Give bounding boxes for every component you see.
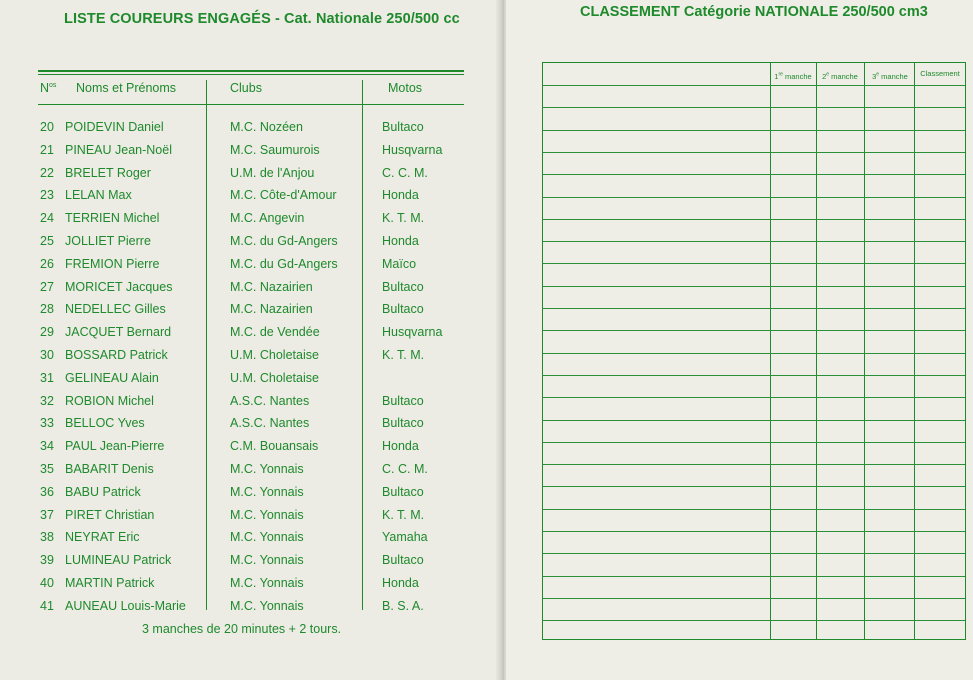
rider-moto: Maïco (382, 256, 417, 271)
rider-club: M.C. Angevin (230, 211, 305, 226)
classification-title: CLASSEMENT Catégorie NATIONALE 250/500 cm3 (580, 4, 928, 20)
classification-table (542, 62, 966, 640)
rider-moto: Honda (382, 439, 419, 454)
table-row-line (543, 308, 965, 309)
table-row (0, 230, 470, 253)
rider-moto: K. T. M. (382, 211, 425, 226)
rider-number: 29 (40, 325, 54, 340)
table-row (0, 344, 470, 367)
table-row (0, 549, 470, 572)
table-row (0, 139, 470, 162)
rider-name: BOSSARD Patrick (65, 348, 168, 362)
rider-club: A.S.C. Nantes (230, 393, 310, 408)
rider-name: MORICET Jacques (65, 279, 173, 294)
rider-name: NEYRAT Eric (65, 530, 140, 545)
rider-moto: C. C. M. (382, 165, 428, 180)
rider-moto: B. S. A. (382, 598, 424, 613)
rider-number: 27 (40, 279, 54, 294)
col-head-name: Noms et Prénoms (76, 81, 177, 95)
col-head-manche-2: 2e manche (822, 71, 858, 81)
table-row (0, 298, 470, 321)
table-row-line (543, 241, 965, 242)
table-row (0, 321, 470, 344)
table-row-line (543, 375, 965, 376)
rider-moto: Yamaha (382, 530, 428, 545)
rider-name: GELINEAU Alain (65, 370, 159, 385)
entry-list-title: LISTE COUREURS ENGAGÉS - Cat. Nationale 250/500 cc (64, 11, 460, 27)
col-head-num: $N^{os}$ (40, 81, 57, 95)
rider-club: A.S.C. Nantes (230, 416, 310, 431)
rider-number: 31 (40, 370, 54, 385)
rider-club: M.C. Yonnais (230, 576, 304, 590)
rider-number: 20 (40, 120, 54, 134)
table-row-line (543, 509, 965, 510)
rider-name: MARTIN Patrick (65, 576, 155, 590)
table-row-line (543, 197, 965, 198)
rider-name: AUNEAU Louis-Marie (65, 598, 186, 613)
table-row-line (543, 464, 965, 465)
rider-club: M.C. Yonnais (230, 507, 304, 522)
rider-club: M.C. du Gd-Angers (230, 234, 338, 248)
rider-number: 30 (40, 348, 54, 362)
rider-moto: Husqvarna (382, 325, 443, 340)
rider-club: U.M. Choletaise (230, 370, 319, 385)
table-row-line (543, 531, 965, 532)
rider-club: M.C. Yonnais (230, 598, 304, 613)
right-page (506, 0, 973, 680)
rider-number: 36 (40, 484, 54, 499)
table-row-line (543, 576, 965, 577)
rider-name: JOLLIET Pierre (65, 234, 151, 248)
rider-club: M.C. Nozéen (230, 120, 303, 134)
table-row-line (543, 219, 965, 220)
col-head-manche-1: 1re manche (774, 71, 812, 81)
rider-club: M.C. Nazairien (230, 279, 313, 294)
table-row-line (543, 174, 965, 175)
rider-club: U.M. de l'Anjou (230, 165, 315, 180)
rider-club: U.M. Choletaise (230, 348, 319, 362)
rider-name: POIDEVIN Daniel (65, 120, 164, 134)
rider-moto: Bultaco (382, 553, 424, 568)
table-row (0, 276, 470, 299)
table-row (0, 390, 470, 413)
rider-moto: C. C. M. (382, 462, 428, 476)
rider-club: M.C. du Gd-Angers (230, 256, 338, 271)
rider-club: M.C. Yonnais (230, 530, 304, 545)
rider-name: BRELET Roger (65, 165, 151, 180)
rider-club: M.C. Nazairien (230, 302, 313, 317)
table-row-line (543, 397, 965, 398)
table-row (0, 504, 470, 527)
header-rule-top-2 (38, 74, 464, 75)
rider-number: 33 (40, 416, 54, 431)
rider-name: JACQUET Bernard (65, 325, 172, 340)
rider-moto: Honda (382, 576, 419, 590)
rider-moto: Bultaco (382, 279, 424, 294)
rider-moto: Honda (382, 188, 419, 203)
rider-name: LELAN Max (65, 188, 132, 203)
rider-moto: Bultaco (382, 302, 424, 317)
table-row (0, 481, 470, 504)
table-row-line (543, 130, 965, 131)
rider-number: 21 (40, 142, 54, 157)
race-format-note: 3 manches de 20 minutes + 2 tours. (142, 622, 342, 636)
rider-name: PINEAU Jean-Noël (65, 142, 172, 157)
rider-name: TERRIEN Michel (65, 211, 160, 226)
table-row-line (543, 486, 965, 487)
table-row (0, 435, 470, 458)
rider-number: 26 (40, 256, 54, 271)
rider-number: 34 (40, 439, 54, 454)
rider-moto: Bultaco (382, 120, 424, 134)
col-head-club: Clubs (230, 81, 262, 95)
table-row-line (543, 553, 965, 554)
table-row-line (543, 442, 965, 443)
rider-moto: Husqvarna (382, 142, 443, 157)
rider-number: 23 (40, 188, 54, 203)
rider-club: M.C. Yonnais (230, 553, 304, 568)
table-row (0, 367, 470, 390)
rider-name: PIRET Christian (65, 507, 155, 522)
rider-name: FREMION Pierre (65, 256, 160, 271)
table-row (0, 207, 470, 230)
rider-moto: Bultaco (382, 484, 424, 499)
col-head-manche-3: 3e manche (872, 71, 908, 81)
rider-club: M.C. Saumurois (230, 142, 320, 157)
rider-number: 37 (40, 507, 54, 522)
table-row (0, 595, 470, 618)
table-row-line (543, 263, 965, 264)
rider-name: BABU Patrick (65, 484, 141, 499)
rider-number: 35 (40, 462, 54, 476)
rider-moto: Bultaco (382, 416, 424, 431)
rider-club: M.C. Yonnais (230, 484, 304, 499)
rider-club: C.M. Bouansais (230, 439, 319, 454)
rider-moto: Honda (382, 234, 419, 248)
table-row-line (543, 620, 965, 621)
table-row (0, 526, 470, 549)
rider-number: 40 (40, 576, 54, 590)
rider-number: 28 (40, 302, 54, 317)
rider-moto: K. T. M. (382, 507, 425, 522)
rider-name: NEDELLEC Gilles (65, 302, 166, 317)
rider-club: M.C. Côte-d'Amour (230, 188, 337, 203)
rider-number: 32 (40, 393, 54, 408)
rider-club: M.C. Yonnais (230, 462, 304, 476)
rider-name: BABARIT Denis (65, 462, 154, 476)
rider-moto: K. T. M. (382, 348, 425, 362)
table-row (0, 253, 470, 276)
rider-number: 38 (40, 530, 54, 545)
rider-moto: Bultaco (382, 393, 424, 408)
col-head-classement: Classement (920, 69, 960, 78)
table-row-line (543, 286, 965, 287)
rider-name: BELLOC Yves (65, 416, 145, 431)
rider-number: 41 (40, 598, 54, 613)
table-row-line (543, 598, 965, 599)
table-row (0, 572, 470, 595)
rider-name: ROBION Michel (65, 393, 154, 408)
rider-number: 39 (40, 553, 54, 568)
table-row (0, 116, 470, 139)
table-row (0, 458, 470, 481)
rider-number: 24 (40, 211, 54, 226)
table-row-line (543, 353, 965, 354)
table-row-line (543, 85, 965, 86)
table-row (0, 412, 470, 435)
table-row-line (543, 330, 965, 331)
table-row-line (543, 107, 965, 108)
table-row (0, 184, 470, 207)
header-rule-top (38, 70, 464, 72)
header-rule-bottom (38, 104, 464, 105)
rider-name: LUMINEAU Patrick (65, 553, 172, 568)
table-row-line (543, 420, 965, 421)
rider-club: M.C. de Vendée (230, 325, 320, 340)
rider-name: PAUL Jean-Pierre (65, 439, 165, 454)
table-row (0, 162, 470, 185)
table-row-line (543, 152, 965, 153)
rider-number: 22 (40, 165, 54, 180)
rider-number: 25 (40, 234, 54, 248)
col-head-moto: Motos (388, 81, 423, 95)
